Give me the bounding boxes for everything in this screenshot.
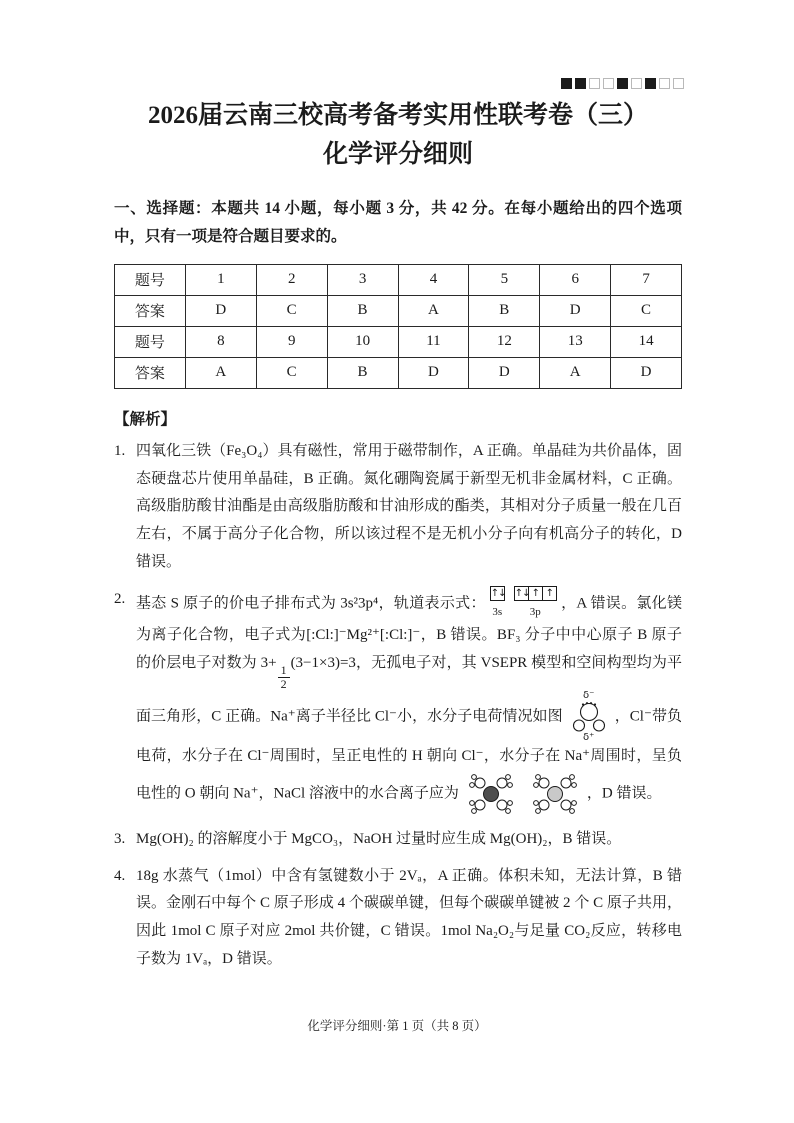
table-header-cell: 题号 bbox=[115, 264, 186, 295]
reg-mark-empty bbox=[659, 78, 670, 89]
item-text: 18g 水蒸气（1mol）中含有氢键数小于 2Vₐ，A 正确。体积未知，无法计算，B 错误。金刚石中每个 C 原子形成 4 个碳碳单键，但每个碳碳单键被 2 个 C 原子共用，因此 1mol C 原子对应 2mol 共价键，C 错误。1mol Na₂O₂与足量 CO₂反应，转移电子数为 1Vₐ，D 错误。 bbox=[136, 867, 682, 967]
fraction-one-half bbox=[278, 664, 290, 691]
page-title: 2026届云南三校高考备考实用性联考卷（三） bbox=[147, 102, 648, 129]
orbital-box: ↑ bbox=[542, 586, 557, 601]
table-cell: B bbox=[327, 295, 398, 326]
item-text-segment: 基态 S 原子的价电子排布式为 3s²3p⁴，轨道表示式： bbox=[136, 595, 486, 612]
item-text-segment: ，B 错误。BF₃ 分子中中心原子 B 原子的价层电子对数为 3+ bbox=[136, 626, 682, 671]
reg-mark-empty bbox=[631, 78, 642, 89]
orbital-box: ↑↓ bbox=[490, 587, 506, 599]
analysis-label: 【解析】 bbox=[114, 410, 177, 428]
page-footer: 化学评分细则·第 1 页（共 8 页） bbox=[307, 1019, 487, 1033]
table-cell: C bbox=[256, 295, 327, 326]
fraction-numerator: 1 bbox=[278, 664, 290, 678]
reg-mark-filled bbox=[617, 78, 628, 89]
page-subtitle: 化学评分细则 bbox=[322, 140, 473, 168]
fraction-denominator: 2 bbox=[280, 676, 287, 691]
electron-dot-formula: [:Cl:]⁻Mg²⁺[:Cl:]⁻ bbox=[306, 626, 421, 643]
item-number: 2. bbox=[114, 590, 126, 607]
table-cell: A bbox=[185, 357, 256, 388]
orbital-label-3p: 3p bbox=[529, 605, 541, 618]
table-cell: 2 bbox=[256, 264, 327, 295]
table-cell: 14 bbox=[611, 326, 682, 357]
item-text-segment: (3−1×3)=3，无孤电子对，其 VSEPR 模型和空间构型均为平面三角形，C 正确。Na⁺离子半径比 Cl⁻小，水分子电荷情况如图 bbox=[136, 654, 682, 725]
water-molecule-figure bbox=[568, 691, 610, 743]
table-cell: 13 bbox=[540, 326, 611, 357]
item-text: 四氧化三铁（Fe₃O₄）具有磁性，常用于磁带制作，A 正确。单晶硅为共价晶体，固态硬盘芯片使用单晶硅，B 正确。氮化硼陶瓷属于新型无机非金属材料，C 正确。高级脂肪酸甘油酯是由高级脂肪酸和甘油形成的酯类，其相对分子质量一般在几百左右，不属于高分子化合物，所以该过程不是无机小分子向有机高分子的转化，D 错误。 bbox=[136, 442, 682, 570]
table-cell: D bbox=[540, 295, 611, 326]
hydrated-cation-figure bbox=[462, 771, 520, 817]
table-cell: A bbox=[398, 295, 469, 326]
table-cell: D bbox=[398, 357, 469, 388]
table-header-cell: 答案 bbox=[115, 357, 186, 388]
hydrated-cation-drawing bbox=[462, 771, 520, 817]
reg-mark-empty bbox=[589, 78, 600, 89]
item-number: 3. bbox=[114, 830, 126, 847]
table-cell: 11 bbox=[398, 326, 469, 357]
table-cell: A bbox=[540, 357, 611, 388]
table-cell: 3 bbox=[327, 264, 398, 295]
table-cell: B bbox=[327, 357, 398, 388]
table-row bbox=[115, 357, 682, 388]
table-cell: C bbox=[611, 295, 682, 326]
orbital-3p-group bbox=[514, 586, 557, 622]
orbital-3s-group bbox=[490, 586, 505, 622]
reg-mark-empty bbox=[673, 78, 684, 89]
analysis-item-3 bbox=[114, 826, 682, 854]
item-text-segment: ，A 错误。氯化镁为离子化合物，电子式为 bbox=[136, 595, 682, 643]
orbital-diagram bbox=[490, 586, 557, 622]
table-cell: 10 bbox=[327, 326, 398, 357]
delta-plus-label: δ⁺ bbox=[582, 732, 595, 743]
reg-mark-filled bbox=[575, 78, 586, 89]
table-cell: 5 bbox=[469, 264, 540, 295]
hydrated-anion-figure bbox=[526, 771, 584, 817]
item-number: 4. bbox=[114, 867, 126, 884]
analysis-item-2 bbox=[114, 586, 682, 817]
table-row bbox=[115, 326, 682, 357]
table-cell: 6 bbox=[540, 264, 611, 295]
table-cell: 7 bbox=[611, 264, 682, 295]
orbital-box: ↑↓ bbox=[514, 587, 530, 599]
registration-marks bbox=[561, 78, 684, 89]
item-number: 1. bbox=[114, 442, 126, 459]
item-text: Mg(OH)₂ 的溶解度小于 MgCO₃，NaOH 过量时应生成 Mg(OH)₂，B 错误。 bbox=[136, 830, 622, 847]
table-cell: D bbox=[611, 357, 682, 388]
table-cell: D bbox=[469, 357, 540, 388]
analysis-item-4 bbox=[114, 863, 682, 974]
item-text bbox=[136, 586, 682, 817]
section-instructions: 一、选择题：本题共 14 小题，每小题 3 分，共 42 分。在每小题给出的四个选项中，只有一项是符合题目要求的。 bbox=[114, 200, 682, 245]
orbital-label-3s: 3s bbox=[492, 605, 503, 618]
orbital-box: ↑ bbox=[528, 586, 543, 601]
answer-table bbox=[114, 264, 682, 389]
delta-minus-label: δ⁻ bbox=[582, 690, 595, 701]
table-cell: D bbox=[185, 295, 256, 326]
reg-mark-empty bbox=[603, 78, 614, 89]
reg-mark-filled bbox=[561, 78, 572, 89]
table-row bbox=[115, 295, 682, 326]
hydrated-anion-drawing bbox=[526, 771, 584, 817]
item-text-segment: ，Cl⁻带负电荷，水分子在 Cl⁻周围时，呈正电性的 H 朝向 Cl⁻，水分子在 Na⁺周围时，呈负电性的 O 朝向 Na⁺，NaCl 溶液中的水合离子应为 bbox=[136, 708, 682, 802]
table-cell: 4 bbox=[398, 264, 469, 295]
table-cell: 12 bbox=[469, 326, 540, 357]
table-row bbox=[115, 264, 682, 295]
table-header-cell: 答案 bbox=[115, 295, 186, 326]
table-cell: 8 bbox=[185, 326, 256, 357]
water-molecule-drawing bbox=[568, 701, 610, 733]
table-cell: 9 bbox=[256, 326, 327, 357]
table-cell: 1 bbox=[185, 264, 256, 295]
table-cell: C bbox=[256, 357, 327, 388]
item-text-segment: ，D 错误。 bbox=[586, 785, 662, 802]
analysis-item-1 bbox=[114, 438, 682, 577]
reg-mark-filled bbox=[645, 78, 656, 89]
table-header-cell: 题号 bbox=[115, 326, 186, 357]
table-cell: B bbox=[469, 295, 540, 326]
